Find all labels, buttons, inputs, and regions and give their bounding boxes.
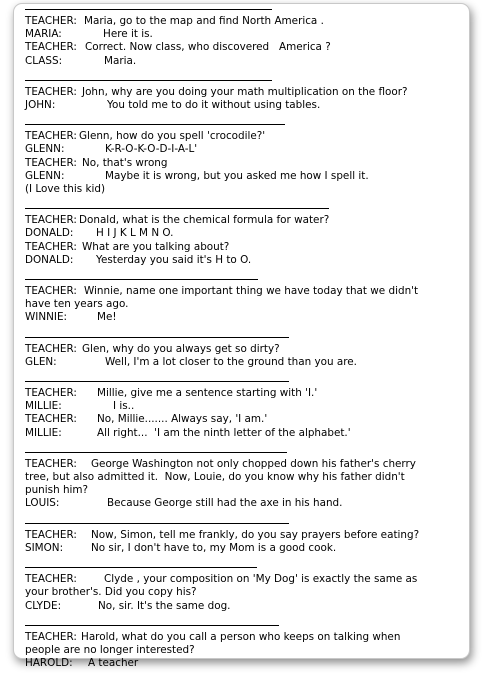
line-text: Well, I'm a lot closer to the ground than you are.: [105, 355, 357, 368]
jokes-text: [25, 9, 461, 670]
speaker-label: TEACHER:: [25, 528, 77, 541]
dialogue-line: [25, 55, 461, 68]
speaker-label: TEACHER:: [25, 130, 77, 143]
speaker-label: HAROLD:: [25, 657, 73, 670]
dialogue-line: [25, 400, 461, 413]
dialogue-line: [25, 427, 461, 440]
divider-line: [25, 80, 272, 81]
line-text: Now, Simon, tell me frankly, do you say prayers before eating?: [91, 528, 420, 541]
dialogue-block: [25, 267, 461, 325]
speaker-label: TEACHER:: [25, 156, 77, 169]
dialogue-line: [25, 529, 461, 542]
line-text: K-R-O-K-O-D-I-A-L': [105, 143, 198, 156]
dialogue-block: [25, 68, 461, 112]
dialogue-line: [25, 586, 461, 599]
dialogue-block: [25, 440, 461, 511]
block-spacer: [25, 555, 461, 567]
dialogue-line: [25, 542, 461, 555]
dialogue-line: [25, 214, 461, 227]
line-text: your brother's. Did you copy his?: [25, 586, 197, 599]
line-text: Winnie, name one important thing we have today that we didn't: [84, 285, 419, 298]
speaker-label: MARIA:: [25, 28, 62, 41]
block-spacer: [25, 68, 461, 80]
line-text: Millie, give me a sentence starting with 'I.': [97, 387, 318, 400]
line-text: Glen, why do you always get so dirty?: [82, 342, 280, 355]
speaker-label: TEACHER:: [25, 457, 77, 470]
speaker-label: TEACHER:: [25, 285, 77, 298]
dialogue-block: [25, 511, 461, 555]
speaker-label: TEACHER:: [25, 342, 77, 355]
dialogue-line: [25, 657, 461, 670]
line-text: John, why are you doing your math multiplication on the floor?: [82, 85, 408, 98]
line-text: have ten years ago.: [25, 298, 129, 311]
line-text: Me!: [97, 311, 117, 324]
speaker-label: DONALD:: [25, 227, 74, 240]
speaker-label: WINNIE:: [25, 311, 68, 324]
speaker-label: TEACHER:: [25, 240, 77, 253]
dialogue-line: [25, 387, 461, 400]
divider-line: [25, 625, 279, 626]
line-text: tree, but also admitted it. Now, Louie, do you know why his father didn't: [25, 471, 405, 484]
speaker-label: GLENN:: [25, 143, 65, 156]
line-text: punish him?: [25, 484, 89, 497]
speaker-label: TEACHER:: [25, 15, 77, 27]
block-spacer: [25, 613, 461, 625]
line-text: No, Millie....... Always say, 'I am.': [97, 413, 268, 426]
divider-line: [25, 337, 289, 338]
dialogue-line: [25, 311, 461, 324]
dialogue-line: [25, 413, 461, 426]
speaker-label: TEACHER:: [25, 214, 77, 227]
line-text: No, that's wrong: [82, 156, 168, 169]
dialogue-line: [25, 285, 461, 298]
dialogue-line: [25, 170, 461, 183]
dialogue-line: [25, 130, 461, 143]
block-spacer: [25, 196, 461, 208]
speaker-label: TEACHER:: [25, 85, 77, 98]
dialogue-line: [25, 157, 461, 170]
block-spacer: [25, 112, 461, 124]
divider-line: [25, 452, 287, 453]
line-text: Donald, what is the chemical formula for water?: [79, 214, 330, 227]
speaker-label: MILLIE:: [25, 400, 62, 413]
block-spacer: [25, 440, 461, 452]
dialogue-line: [25, 99, 461, 112]
document-card: [13, 3, 470, 670]
speaker-label: LOUIS:: [25, 497, 60, 510]
block-spacer: [25, 325, 461, 337]
speaker-label: TEACHER:: [25, 41, 77, 54]
line-text: Yesterday you said it's H to O.: [96, 253, 252, 266]
dialogue-line: [25, 644, 461, 657]
line-text: people are no longer interested?: [25, 643, 195, 656]
speaker-label: TEACHER:: [25, 630, 77, 643]
line-text: What are you talking about?: [82, 240, 230, 253]
dialogue-line: [25, 631, 461, 644]
speaker-label: GLEN:: [25, 355, 57, 368]
dialogue-line: [25, 484, 461, 497]
dialogue-line: [25, 471, 461, 484]
speaker-label: TEACHER:: [25, 573, 77, 586]
line-text: You told me to do it without using tables.: [107, 99, 321, 112]
divider-line: [25, 567, 257, 568]
speaker-label: TEACHER:: [25, 387, 77, 400]
dialogue-line: [25, 458, 461, 471]
divider-line: [25, 523, 289, 524]
dialogue-line: [25, 41, 461, 54]
line-text: No sir, I don't have to, my Mom is a good cook.: [91, 541, 337, 554]
speaker-label: SIMON:: [25, 541, 64, 554]
block-spacer: [25, 369, 461, 381]
dialogue-line: [25, 86, 461, 99]
divider-line: [25, 124, 285, 125]
dialogue-line: [25, 143, 461, 156]
line-text: Glenn, how do you spell 'crocodile?': [79, 130, 266, 143]
dialogue-line: [25, 356, 461, 369]
line-text: Maybe it is wrong, but you asked me how I spell it.: [105, 169, 369, 182]
dialogue-block: [25, 613, 461, 671]
line-text: H I J K L M N O.: [96, 227, 174, 240]
divider-line: [25, 279, 258, 280]
speaker-label: DONALD:: [25, 253, 74, 266]
line-text: No, sir. It's the same dog.: [98, 599, 231, 612]
line-text: George Washington not only chopped down his father's cherry: [91, 457, 416, 470]
dialogue-line: [25, 298, 461, 311]
dialogue-line: [25, 241, 461, 254]
line-text: Correct. Now class, who discovered America ?: [85, 41, 331, 54]
speaker-label: JOHN:: [25, 99, 56, 112]
speaker-label: CLYDE:: [25, 599, 62, 612]
line-text: Because George still had the axe in his hand.: [107, 497, 343, 510]
dialogue-line: [25, 573, 461, 586]
dialogue-line: [25, 497, 461, 510]
line-text: All right... 'I am the ninth letter of the alphabet.': [97, 426, 351, 439]
dialogue-block: [25, 9, 461, 68]
line-text: Maria, go to the map and find North America .: [84, 15, 324, 27]
dialogue-line: [25, 343, 461, 356]
dialogue-line: [25, 15, 461, 28]
line-text: Here it is.: [103, 28, 153, 41]
line-text: A teacher: [88, 657, 139, 670]
line-text: (I Love this kid): [25, 183, 106, 196]
dialogue-block: [25, 555, 461, 613]
line-text: Maria.: [104, 54, 137, 67]
block-spacer: [25, 511, 461, 523]
dialogue-line: [25, 183, 461, 196]
dialogue-line: [25, 254, 461, 267]
dialogue-line: [25, 227, 461, 240]
dialogue-block: [25, 369, 461, 440]
speaker-label: GLENN:: [25, 169, 65, 182]
speaker-label: TEACHER:: [25, 413, 77, 426]
divider-line: [25, 381, 289, 382]
dialogue-block: [25, 112, 461, 196]
line-text: Clyde , your composition on 'My Dog' is exactly the same as: [104, 573, 418, 586]
line-text: Harold, what do you call a person who keeps on talking when: [81, 630, 401, 643]
dialogue-line: [25, 28, 461, 41]
line-text: I is..: [113, 400, 135, 413]
dialogue-block: [25, 196, 461, 267]
divider-line: [25, 9, 272, 10]
dialogue-line: [25, 600, 461, 613]
block-spacer: [25, 267, 461, 279]
divider-line: [25, 208, 329, 209]
dialogue-block: [25, 325, 461, 369]
speaker-label: CLASS:: [25, 54, 63, 67]
speaker-label: MILLIE:: [25, 426, 62, 439]
